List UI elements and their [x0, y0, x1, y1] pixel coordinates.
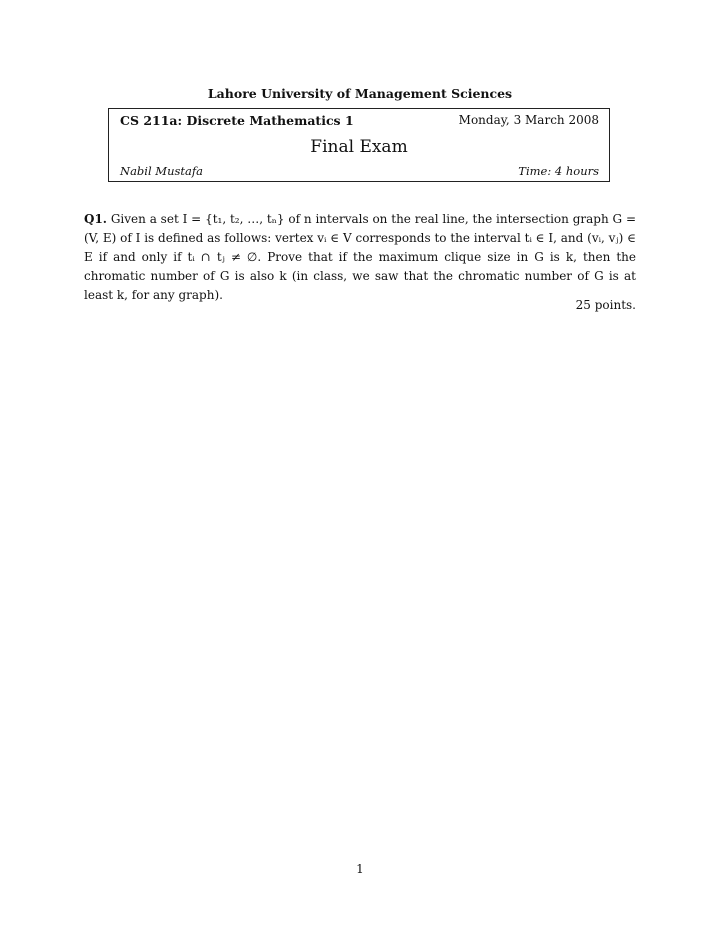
university-name: Lahore University of Management Sciences [207, 86, 513, 101]
exam-date: Monday, 3 March 2008 [458, 113, 599, 127]
question-1-label: Q1. [84, 212, 107, 226]
exam-header-box [108, 108, 610, 182]
instructor-name: Nabil Mustafa [120, 164, 203, 178]
question-1-points: 25 points. [575, 298, 636, 312]
exam-title: Final Exam [310, 137, 408, 157]
course-title: CS 211a: Discrete Mathematics 1 [120, 113, 354, 128]
exam-time: Time: 4 hours [518, 164, 599, 178]
question-1-text: Given a set I = {t₁, t₂, …, tₙ} of n intervals on the real line, the intersection graph G = (V, E) of I is defined as follows: vertex vᵢ ∈ V corresponds to the interval tᵢ ∈ I, and (vᵢ, vⱼ) ∈ E if and only if tᵢ ∩ tⱼ ≠ ∅. Prove that if the maximum clique size in G is k, then the chromatic number of G is also k (in class, we saw that the chromatic number of G is at least k, for any graph). [84, 212, 636, 302]
page-number: 1 [356, 862, 364, 876]
question-1 [84, 210, 636, 305]
